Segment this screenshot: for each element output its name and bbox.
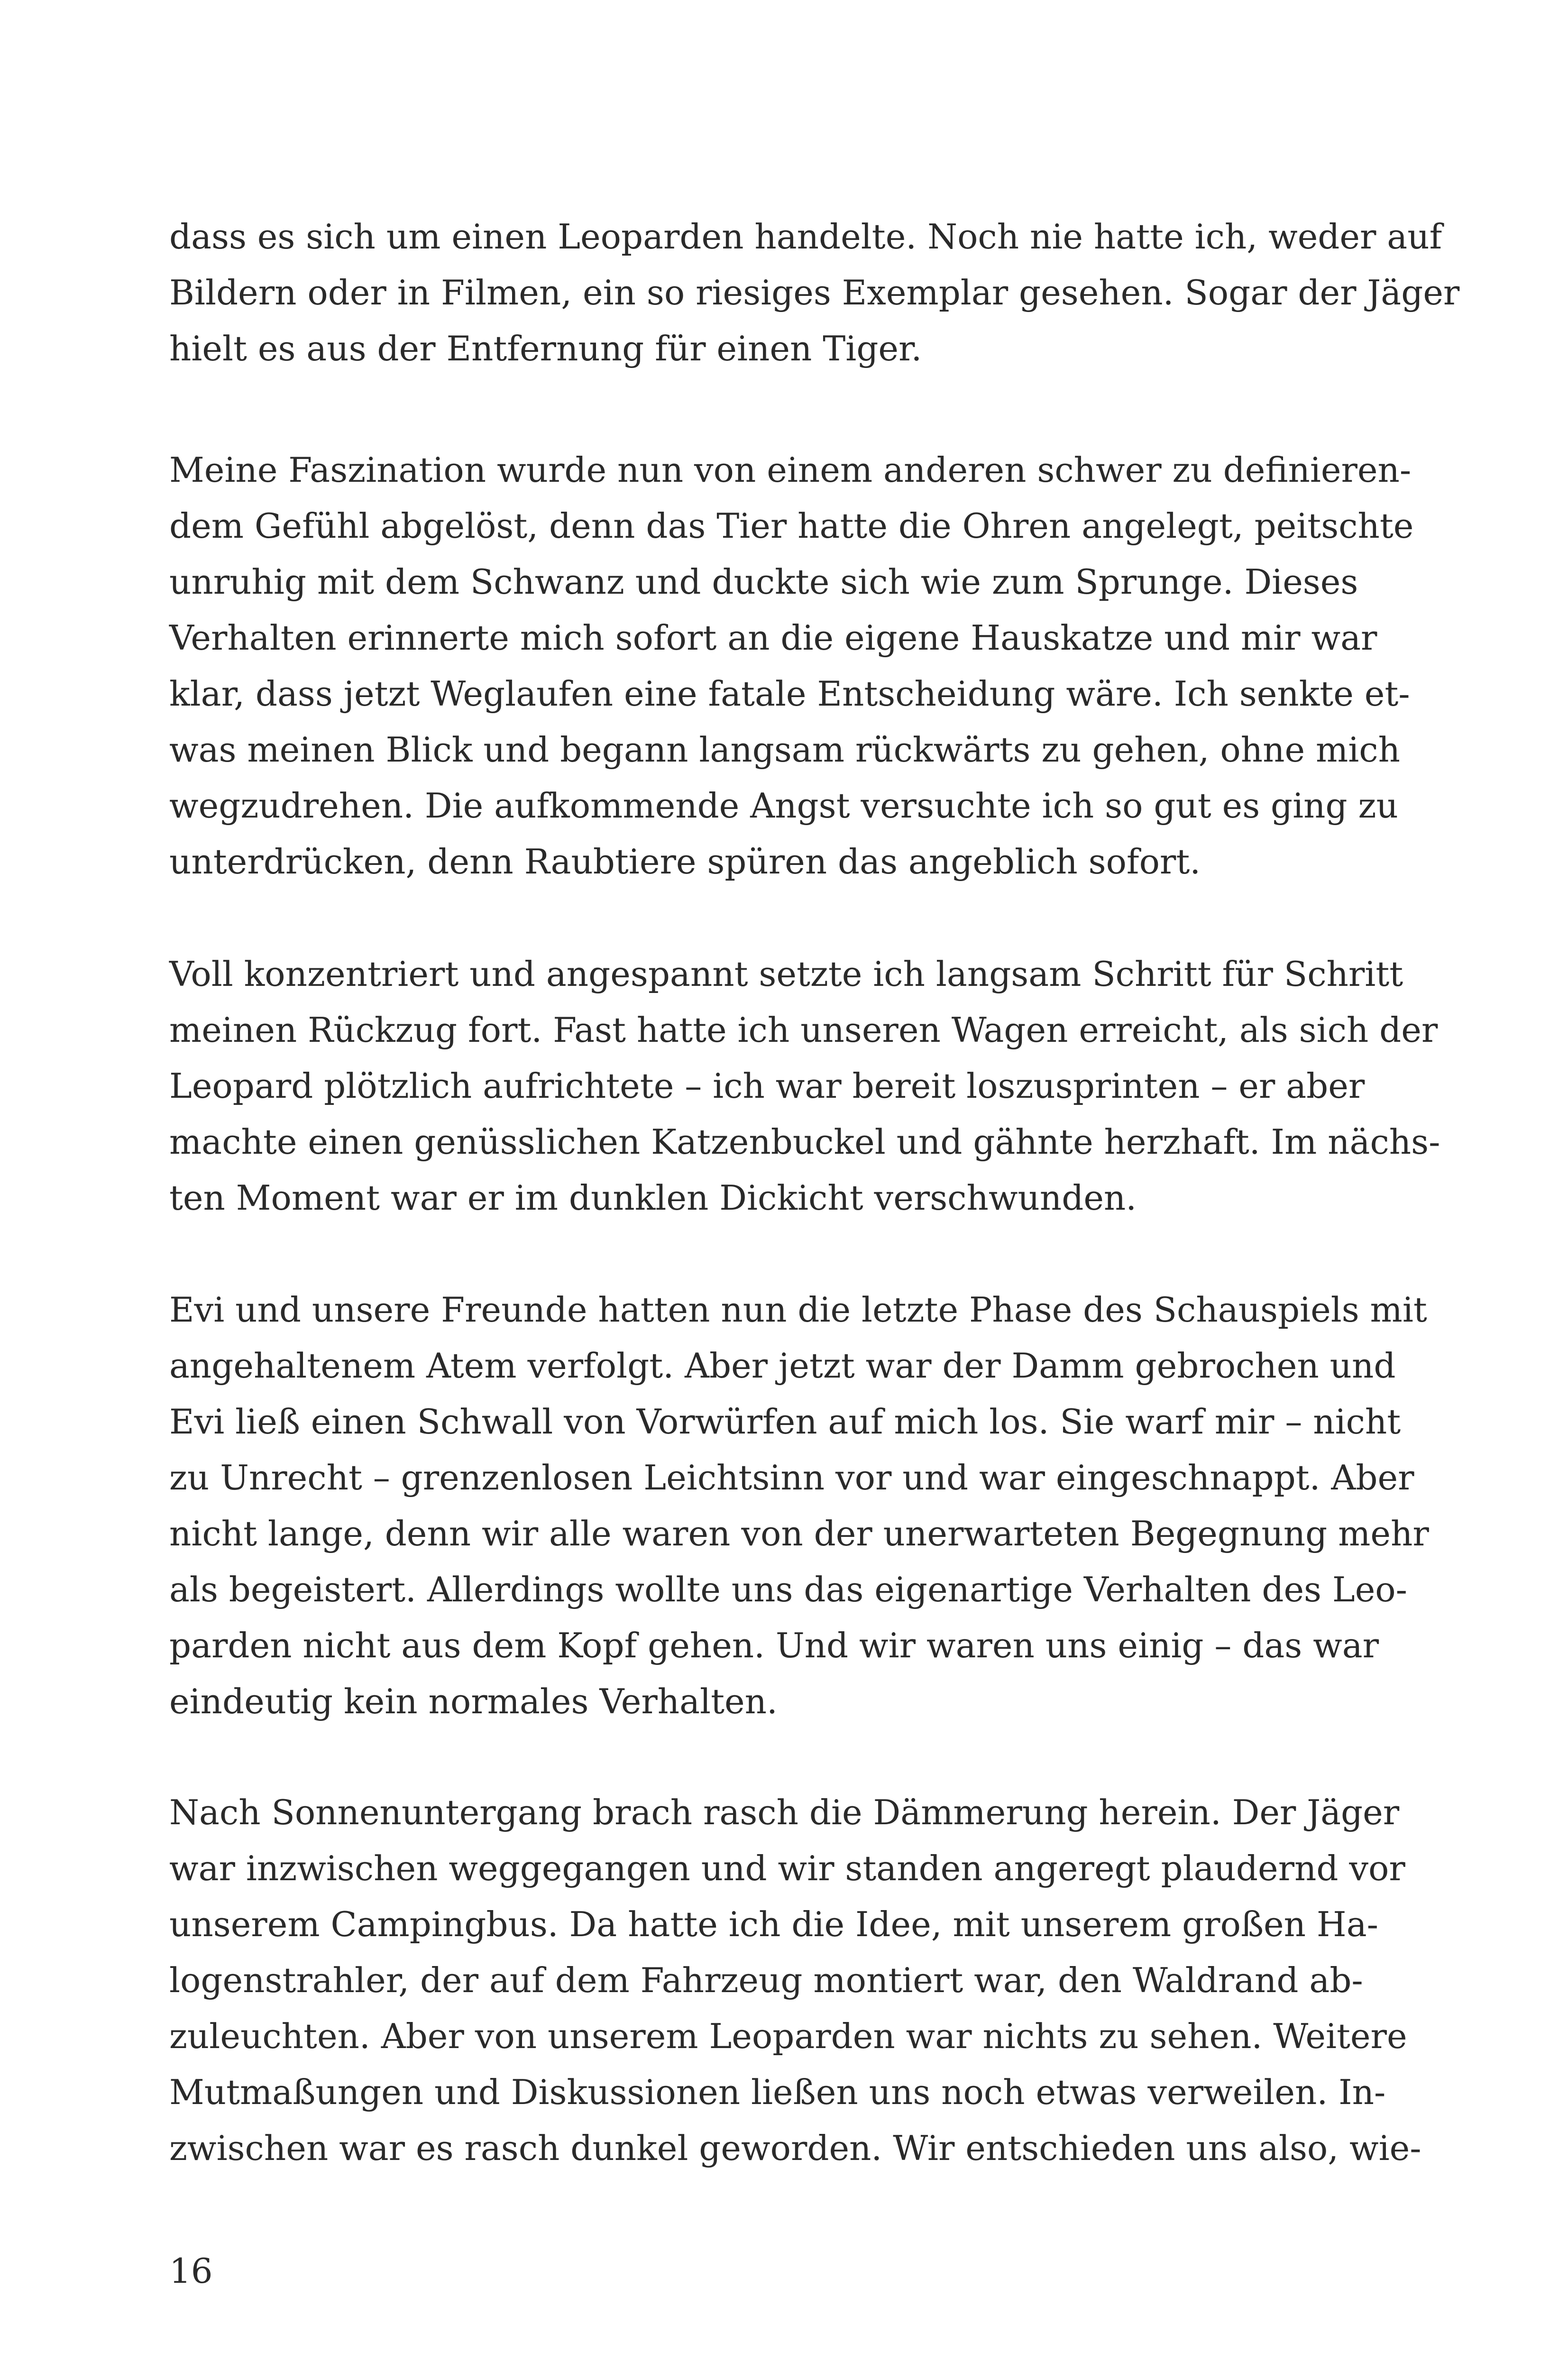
text-line: zwischen war es rasch dunkel geworden. Wir entschieden uns also, wie- bbox=[169, 2128, 1421, 2168]
text-line: war inzwischen weggegangen und wir standen angeregt plaudernd vor bbox=[169, 1848, 1405, 1888]
text-line: Meine Faszination wurde nun von einem anderen schwer zu definieren- bbox=[169, 450, 1412, 490]
text-line: was meinen Blick und begann langsam rückwärts zu gehen, ohne mich bbox=[169, 730, 1400, 770]
page-number: 16 bbox=[169, 2251, 213, 2291]
text-line: logenstrahler, der auf dem Fahrzeug montiert war, den Waldrand ab- bbox=[169, 1960, 1363, 2000]
paragraph-5 bbox=[169, 1784, 1421, 2176]
text-line: eindeutig kein normales Verhalten. bbox=[169, 1682, 778, 1721]
text-line: dem Gefühl abgelöst, denn das Tier hatte die Ohren angelegt, peitschte bbox=[169, 506, 1414, 546]
text-line: Bildern oder in Filmen, ein so riesiges Exemplar gesehen. Sogar der Jäger bbox=[169, 273, 1460, 312]
text-line: zuleuchten. Aber von unserem Leoparden war nichts zu sehen. Weitere bbox=[169, 2016, 1407, 2056]
paragraph-2 bbox=[169, 442, 1414, 890]
text-line: Mutmaßungen und Diskussionen ließen uns noch etwas verweilen. In- bbox=[169, 2072, 1386, 2112]
paragraph-3 bbox=[169, 946, 1440, 1226]
text-line: Voll konzentriert und angespannt setzte ich langsam Schritt für Schritt bbox=[169, 954, 1403, 994]
text-line: unterdrücken, denn Raubtiere spüren das angeblich sofort. bbox=[169, 842, 1201, 882]
text-line: parden nicht aus dem Kopf gehen. Und wir waren uns einig – das war bbox=[169, 1626, 1379, 1665]
text-line: Nach Sonnenuntergang brach rasch die Dämmerung herein. Der Jäger bbox=[169, 1792, 1400, 1832]
text-line: dass es sich um einen Leoparden handelte. Noch nie hatte ich, weder auf bbox=[169, 217, 1442, 257]
text-line: unserem Campingbus. Da hatte ich die Idee, mit unserem großen Ha- bbox=[169, 1904, 1378, 1944]
paragraph-1 bbox=[169, 209, 1460, 377]
text-line: machte einen genüsslichen Katzenbuckel und gähnte herzhaft. Im nächs- bbox=[169, 1122, 1440, 1162]
text-line: Evi und unsere Freunde hatten nun die letzte Phase des Schauspiels mit bbox=[169, 1290, 1427, 1330]
text-line: ten Moment war er im dunklen Dickicht verschwunden. bbox=[169, 1178, 1137, 1218]
text-line: Verhalten erinnerte mich sofort an die eigene Hauskatze und mir war bbox=[169, 618, 1377, 658]
text-line: unruhig mit dem Schwanz und duckte sich wie zum Sprunge. Dieses bbox=[169, 562, 1358, 602]
text-line: Leopard plötzlich aufrichtete – ich war bereit loszusprinten – er aber bbox=[169, 1066, 1365, 1106]
text-line: klar, dass jetzt Weglaufen eine fatale Entscheidung wäre. Ich senkte et- bbox=[169, 674, 1410, 714]
text-line: hielt es aus der Entfernung für einen Tiger. bbox=[169, 329, 922, 368]
text-line: wegzudrehen. Die aufkommende Angst versuchte ich so gut es ging zu bbox=[169, 786, 1398, 826]
text-line: meinen Rückzug fort. Fast hatte ich unseren Wagen erreicht, als sich der bbox=[169, 1010, 1438, 1050]
text-line: nicht lange, denn wir alle waren von der unerwarteten Begegnung mehr bbox=[169, 1514, 1429, 1553]
paragraph-4 bbox=[169, 1282, 1429, 1729]
text-line: Evi ließ einen Schwall von Vorwürfen auf mich los. Sie warf mir – nicht bbox=[169, 1402, 1401, 1442]
text-line: als begeistert. Allerdings wollte uns das eigenartige Verhalten des Leo- bbox=[169, 1570, 1407, 1609]
text-line: zu Unrecht – grenzenlosen Leichtsinn vor und war eingeschnappt. Aber bbox=[169, 1458, 1414, 1498]
text-line: angehaltenem Atem verfolgt. Aber jetzt war der Damm gebrochen und bbox=[169, 1346, 1396, 1386]
